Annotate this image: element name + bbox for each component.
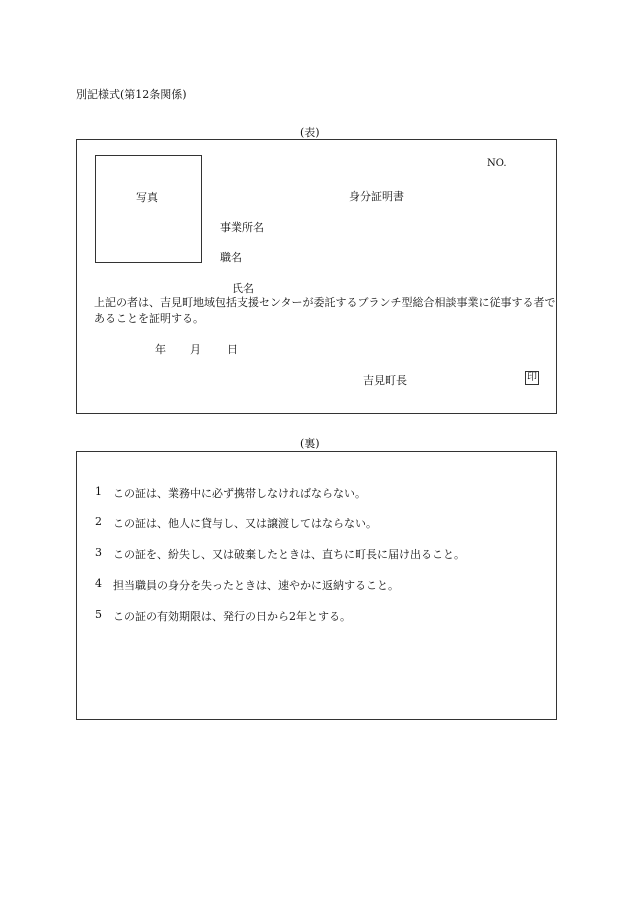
photo-label: 写真 [136,191,158,204]
card-front [76,139,557,414]
rule-item-text: この証の有効期限は、発行の日から2年とする。 [113,610,351,623]
date-day-label: 日 [227,343,238,356]
photo-box [95,155,202,263]
card-title: 身分証明書 [349,190,404,203]
back-side-label: (裏) [300,437,320,450]
number-label: NO. [487,158,507,169]
office-label: 事業所名 [220,221,264,234]
rule-item-number: 2 [95,515,102,528]
name-label: 氏名 [232,282,254,295]
rule-item-number: 1 [95,485,102,498]
issuer-name: 吉見町長 [363,374,407,387]
rule-item-text: この証を、紛失し、又は破棄したときは、直ちに町長に届け出ること。 [113,548,465,561]
rule-item-number: 5 [95,608,102,621]
rule-item-number: 3 [95,546,102,559]
rule-item-text: 担当職員の身分を失ったときは、速やかに返納すること。 [113,579,399,592]
front-side-label: (表) [300,126,320,139]
rule-item-text: この証は、業務中に必ず携帯しなければならない。 [113,487,366,500]
seal-mark: 印 [527,372,537,383]
form-title: 別記様式(第12条関係) [76,88,187,101]
date-month-label: 月 [190,343,201,356]
card-back [76,451,557,720]
date-year-label: 年 [155,343,166,356]
rule-item-number: 4 [95,577,102,590]
position-label: 職名 [220,251,242,264]
rule-item-text: この証は、他人に貸与し、又は譲渡してはならない。 [113,517,377,530]
certification-statement: 上記の者は、吉見町地域包括支援センターが委託するブランチ型総合相談事業に従事する者であることを証明する。 [94,296,556,325]
